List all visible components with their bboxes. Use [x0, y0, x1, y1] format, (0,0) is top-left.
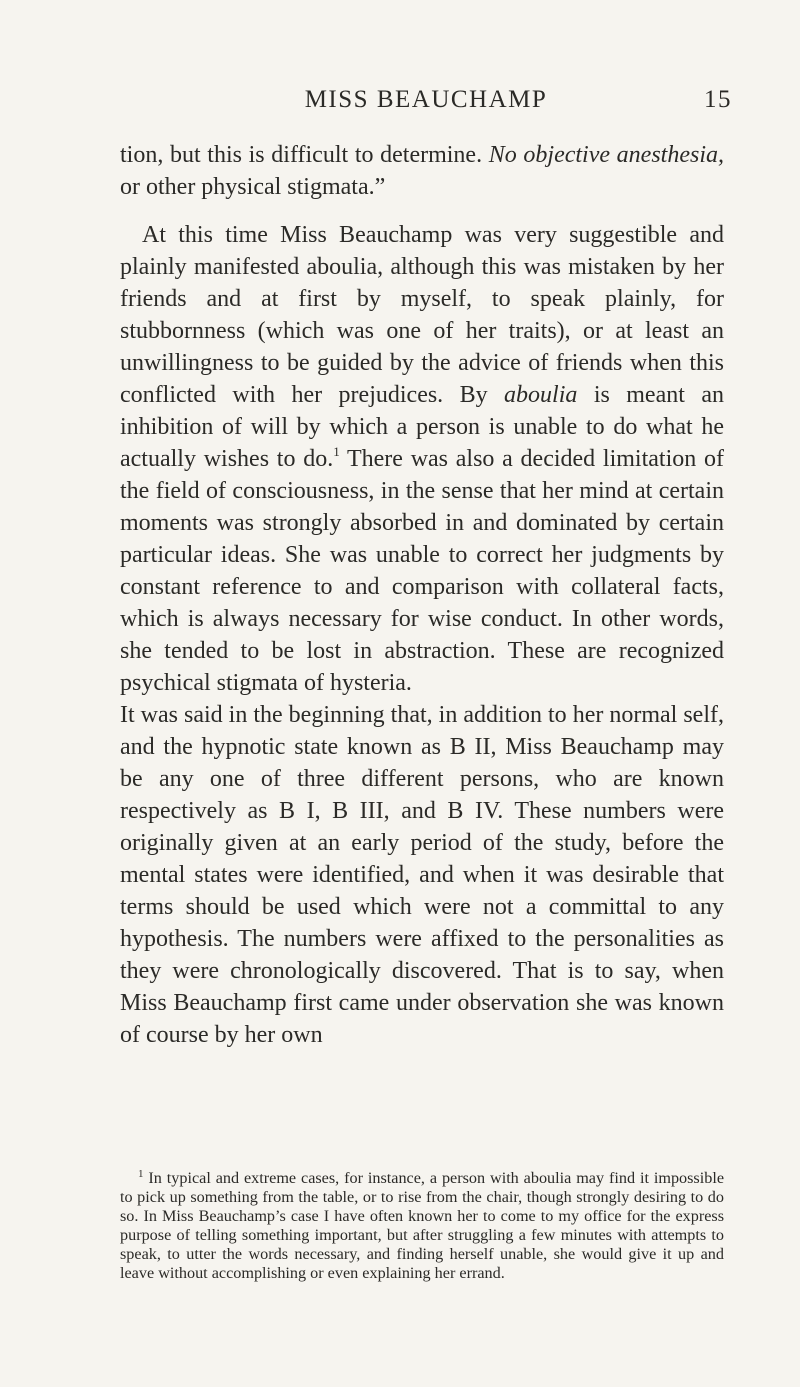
- paragraph-continuation: [120, 139, 724, 203]
- paragraph-2-text-a: At this time Miss Beauchamp was very suggestible and plainly manifested aboulia, although this was mistaken by her friends and at first by myself, to speak plainly, for stubbornness (which was one of her traits), or at least an unwillingness to be guided by the advice of friends when this conflicted with her prejudices. By: [120, 222, 724, 408]
- running-head: [120, 86, 732, 120]
- footnote-marker: 1: [138, 1168, 144, 1180]
- paragraph-personalities: It was said in the beginning that, in addition to her normal self, and the hypnotic state known as B II, Miss Beauchamp may be any one of three different persons, who are known respectively as B I, B III, and B IV. These numbers were originally given at an early period of the study, before the mental states were identified, and when it was desirable that terms should be used which were not a committal to any hypothesis. The numbers were affixed to the personalities as they were chronologically discovered. That is to say, when Miss Beauchamp first came under observation she was known of course by her own: [120, 702, 724, 1048]
- paragraph-1-tail: or other physical stigmata.”: [120, 174, 386, 200]
- italic-term-aboulia: aboulia: [504, 382, 578, 408]
- paragraph-aboulia: [120, 219, 724, 699]
- page-number: 15: [704, 86, 732, 113]
- footnote-reference: 1: [333, 444, 340, 459]
- running-title: MISS BEAUCHAMP: [304, 86, 548, 113]
- italic-phrase-anesthesia: No objective anesthesia,: [488, 142, 724, 168]
- paragraph-1-text: tion, but this is difficult to determine.: [120, 142, 489, 168]
- paragraph-2-text-b: is meant an inhibition of will by which a person is unable to do what he actually wishes to do.: [120, 382, 724, 472]
- body-text: [120, 139, 724, 1051]
- paragraph-2-text-c: There was also a decided limitation of the field of consciousness, in the sense that her mind at certain moments was strongly absorbed in and dominated by certain particular ideas. She was unable to correct her judgments by constant reference to and comparison with collateral facts, which is always necessary for wise conduct. In other words, she tended to be lost in abstraction. These are recognized psychical stigmata of hysteria.: [120, 446, 724, 696]
- footnote: [120, 1169, 724, 1283]
- footnote-paragraph: [120, 1169, 724, 1283]
- footnote-text: In typical and extreme cases, for instance, a person with aboulia may find it impossible to pick up something from the table, or to rise from the chair, though strongly desiring to do so. In Miss Beauchamp’s case I have often known her to come to my office for the express purpose of telling something important, but after struggling a few minutes with attempts to speak, to utter the words necessary, and finding herself unable, she would give it up and leave without accomplishing or even explaining her errand.: [120, 1169, 724, 1282]
